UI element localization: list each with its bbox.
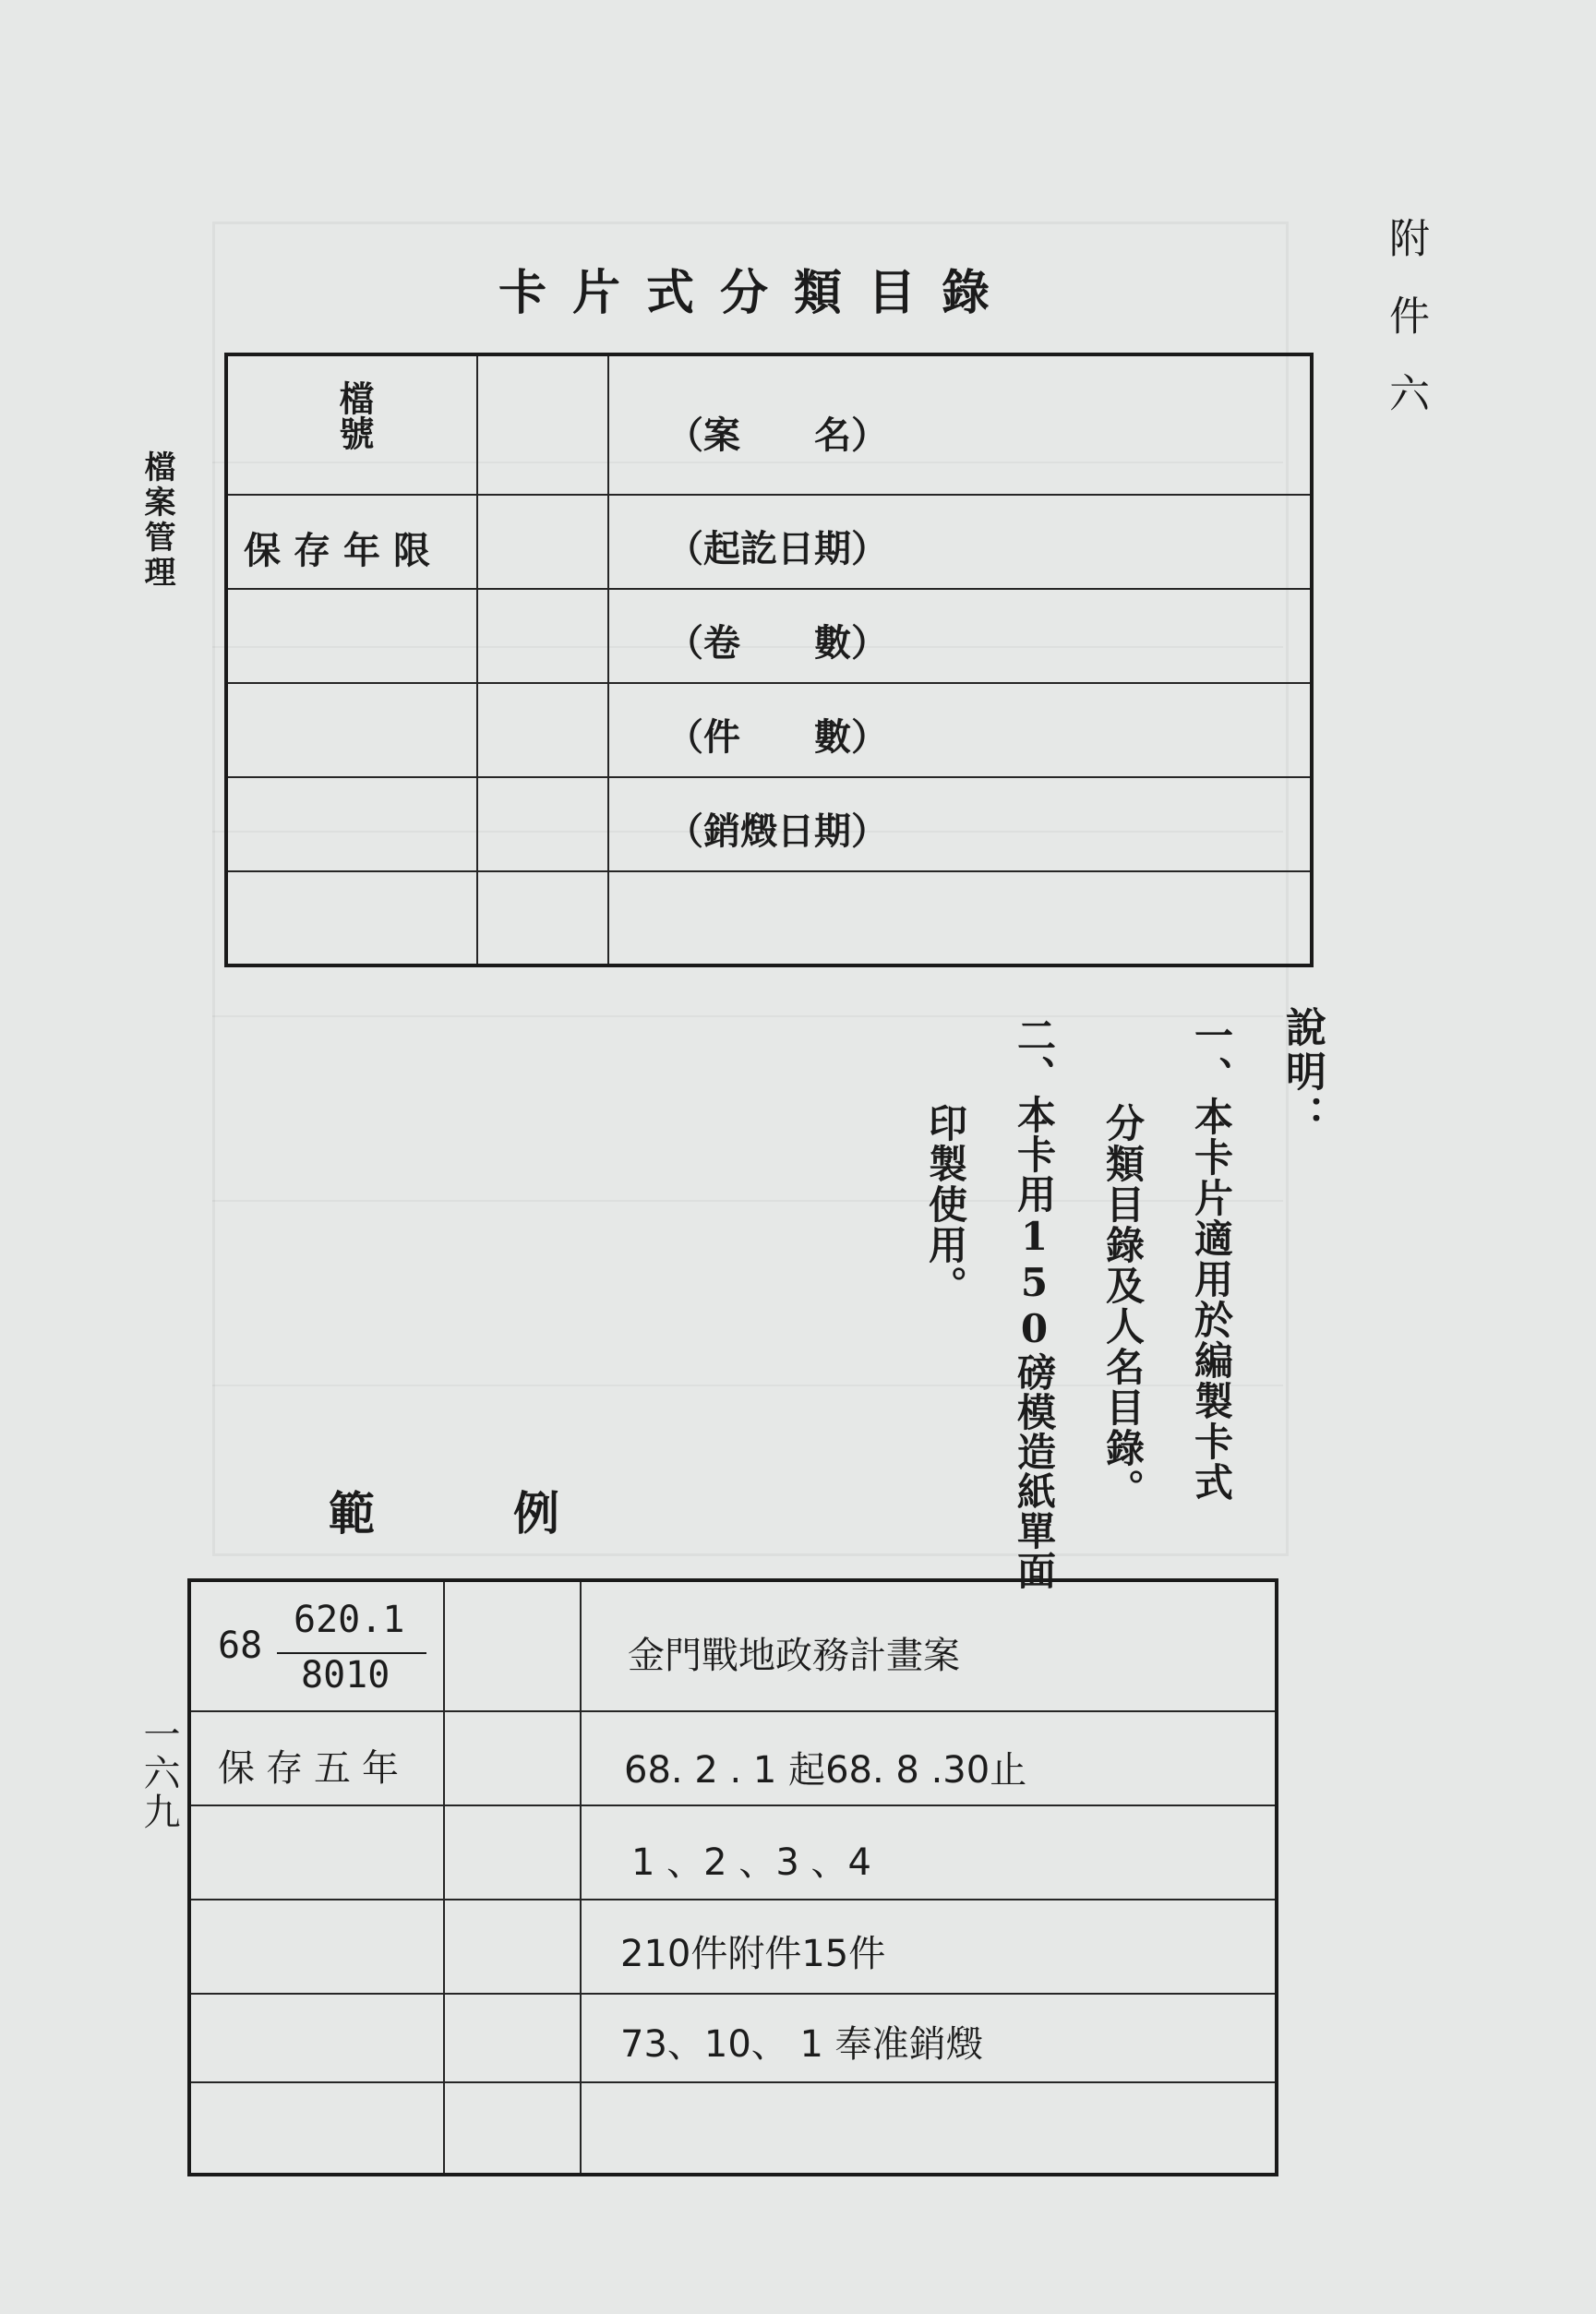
example-destruction-date: 73、10、 1 奉准銷燬 bbox=[620, 2023, 983, 2066]
card-row-divider bbox=[191, 1993, 1275, 1995]
card-row-divider bbox=[191, 2081, 1275, 2083]
page-number: 一六九 bbox=[138, 1715, 180, 1831]
field-case-name: （案 名） bbox=[666, 414, 888, 457]
card-row-divider bbox=[191, 1899, 1275, 1900]
notes-item-2-cont: 印製使用。 bbox=[923, 1103, 968, 1306]
card-row-divider bbox=[228, 776, 1310, 778]
field-date-range: （起訖日期） bbox=[666, 528, 888, 570]
field-item-count: （件 數） bbox=[666, 716, 888, 759]
card-row-divider bbox=[191, 1710, 1275, 1712]
example-file-number-denominator: 8010 bbox=[301, 1654, 390, 1697]
example-file-number-prefix: 68 bbox=[218, 1625, 263, 1667]
file-number-label: 檔號 bbox=[333, 380, 374, 450]
card-row-divider bbox=[228, 588, 1310, 590]
retention-label: 保存年限 bbox=[244, 530, 443, 572]
card-row-divider bbox=[228, 682, 1310, 684]
side-label: 檔案管理 bbox=[138, 450, 175, 591]
card-column-divider bbox=[607, 356, 609, 964]
card-column-divider bbox=[580, 1582, 582, 2173]
attachment-label: 附件六 bbox=[1382, 217, 1429, 450]
notes-item-1-cont: 分類目錄及人名目錄。 bbox=[1100, 1103, 1146, 1509]
field-destruction-date: （銷燬日期） bbox=[666, 810, 888, 853]
field-volume-count: （卷 數） bbox=[666, 622, 888, 665]
example-file-number-numerator: 620.1 bbox=[294, 1599, 405, 1641]
example-retention: 保存五年 bbox=[218, 1747, 410, 1790]
example-item-count: 210件附件15件 bbox=[620, 1933, 886, 1975]
page-title: 卡片式分類目錄 bbox=[498, 266, 1016, 321]
example-date-range: 68. 2 . 1 起68. 8 .30止 bbox=[624, 1749, 1027, 1792]
example-heading: 範 例 bbox=[329, 1487, 559, 1541]
card-row-divider bbox=[228, 870, 1310, 872]
card-column-divider bbox=[443, 1582, 445, 2173]
notes-heading: 說明： bbox=[1278, 1006, 1326, 1139]
show-through-line bbox=[212, 1015, 1283, 1017]
example-volume-count: 1 、2 、3 、4 bbox=[631, 1841, 871, 1884]
notes-item-2: 二、本卡用150磅模造紙單面 bbox=[1012, 1015, 1057, 1590]
card-column-divider bbox=[476, 356, 478, 964]
notes-item-1: 一、本卡片適用於編製卡式 bbox=[1189, 1015, 1234, 1503]
card-row-divider bbox=[228, 494, 1310, 496]
example-case-name: 金門戰地政務計畫案 bbox=[628, 1635, 960, 1677]
card-row-divider bbox=[191, 1804, 1275, 1806]
